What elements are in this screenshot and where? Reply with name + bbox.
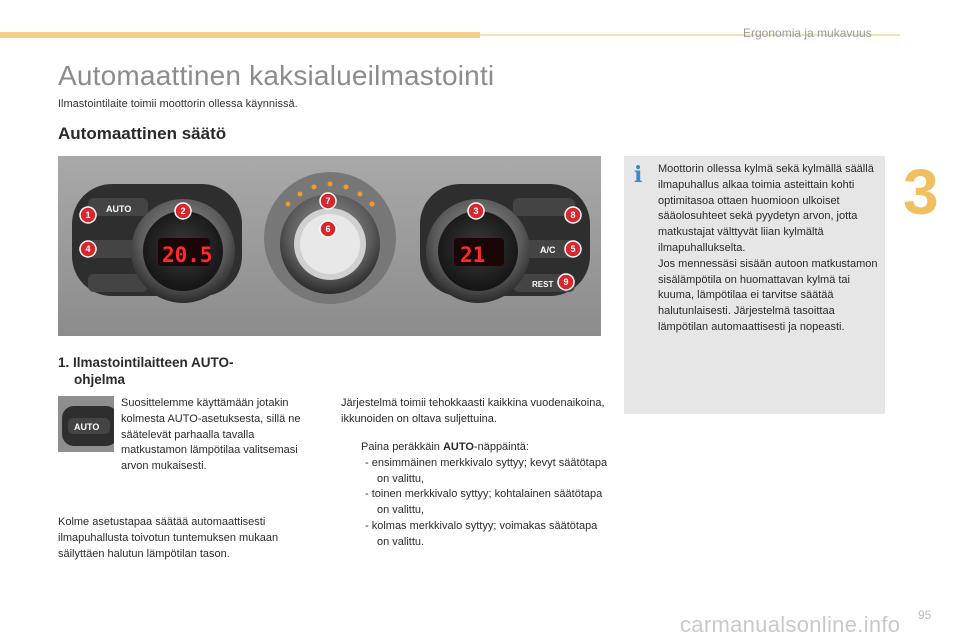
page-title: Automaattinen kaksialueilmastointi xyxy=(58,60,495,91)
bullet-item: - toinen merkkivalo syttyy; kohtalainen säätötapa on valittu, xyxy=(365,488,603,517)
ac-button-label: A/C xyxy=(540,245,556,255)
step-prefix: Paina peräkkäin xyxy=(361,441,443,453)
system-note: Järjestelmä toimii tehokkaasti kaikkina vuodenaikoina, ikkunoiden on oltava suljettuina. xyxy=(341,397,605,425)
header-accent-bar xyxy=(0,32,480,38)
recommendation-text: Suosittelemme käyttämään jotakin kolmesta AUTO-asetuksesta, sillä ne säätelevät parhaalla tavalla matkustamon lämpötilaa valitsemasi arvon mukaisesti. xyxy=(121,397,301,473)
page-number: 95 xyxy=(918,608,932,622)
step-suffix: -näppäintä: xyxy=(473,441,529,453)
settings-description: Kolme asetustapaa säätää automaattisesti ilmapuhallusta toivotun tuntemuksen mukaan säilyttäen halutun lämpötilan tason. xyxy=(58,516,279,560)
auto-button-thumbnail xyxy=(58,396,114,452)
callout-6: 6 xyxy=(325,224,331,234)
info-text: Moottorin ollessa kylmä sekä kylmällä säällä ilmapuhallus alkaa toimia asteittain kohti optimitasoa ottaen huomioon ulkoiset sääolosuhteet sekä pyydetyn arvon, jotta matkustajat välttyvät liian kylmältä ilmapuhallukselta. Jos mennessäsi sisään autoon matkustamon sisälämpötila on huomattavan kylmä tai kuuma, lämpötilaa ei tarvitse säätää halutunlaisesti. Järjestelmä tasoittaa lämpötilan automaattisesti ja nopeasti. xyxy=(658,163,878,333)
callout-8: 8 xyxy=(570,210,576,220)
instruction-step xyxy=(341,440,611,551)
left-temperature-display: 20.5 xyxy=(162,243,213,267)
rest-button-label: REST xyxy=(532,280,554,289)
right-temperature-display: 21 xyxy=(460,243,486,267)
section-heading xyxy=(58,354,308,388)
climate-panel-photo xyxy=(58,156,601,336)
thumb-auto-label: AUTO xyxy=(74,422,100,432)
callout-4: 4 xyxy=(85,244,91,254)
callout-1: 1 xyxy=(85,210,91,220)
section-subtitle: Automaattinen säätö xyxy=(58,124,227,143)
step-auto-bold: AUTO xyxy=(442,441,474,453)
bullet-item: - ensimmäinen merkkivalo syttyy; kevyt säätötapa on valittu, xyxy=(365,456,608,485)
info-box xyxy=(624,156,885,414)
auto-button-label: AUTO xyxy=(106,204,132,214)
callout-5: 5 xyxy=(570,244,576,254)
watermark: carmanualsonline.info xyxy=(680,612,901,637)
section-title: Ergonomia ja mukavuus xyxy=(743,26,872,40)
bullet-item: - kolmas merkkivalo syttyy; voimakas säätötapa on valittu. xyxy=(365,519,598,548)
chapter-number: 3 xyxy=(903,156,939,228)
callout-2: 2 xyxy=(180,206,186,216)
callout-3: 3 xyxy=(473,206,479,216)
section-heading-line1: 1. Ilmastointilaitteen AUTO- xyxy=(58,355,234,370)
section-heading-line2: ohjelma xyxy=(74,372,126,387)
info-icon: i xyxy=(634,162,643,188)
callout-9: 9 xyxy=(563,277,569,287)
callout-7: 7 xyxy=(325,196,331,206)
intro-text: Ilmastointilaite toimii moottorin ollessa käynnissä. xyxy=(58,98,298,110)
